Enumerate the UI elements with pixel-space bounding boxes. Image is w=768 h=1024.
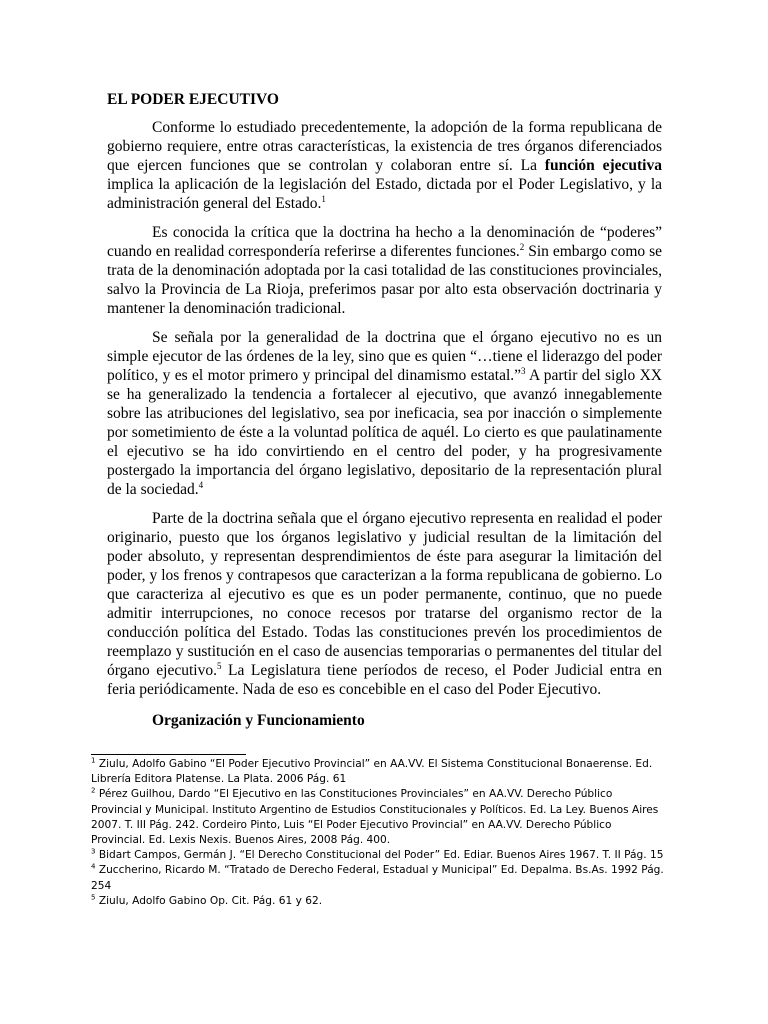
text-segment: La Legislatura tiene períodos de receso, el Poder Judicial entra en feria periódicamente. Nada de eso es concebible en el caso del Poder Ejecutivo. bbox=[107, 662, 662, 698]
paragraph bbox=[107, 223, 662, 318]
document-title: EL PODER EJECUTIVO bbox=[107, 91, 279, 108]
footnote-ref: 1 bbox=[321, 193, 326, 204]
footnote-ref: 3 bbox=[521, 365, 526, 376]
paragraph bbox=[107, 118, 662, 213]
footnote-number: 5 bbox=[91, 893, 96, 902]
body-text bbox=[107, 118, 662, 699]
footnote bbox=[91, 757, 666, 787]
text-segment: implica la aplicación de la legislación del Estado, dictada por el Poder Legislativo, y la administración general del Estado. bbox=[107, 176, 662, 212]
footnote-separator bbox=[91, 754, 246, 755]
paragraph bbox=[107, 328, 662, 499]
footnote-number: 2 bbox=[91, 786, 96, 795]
text-segment: Es conocida la crítica que la doctrina ha hecho a la denominación de “poderes” cuando en realidad correspondería referirse a diferentes funciones. bbox=[107, 224, 662, 260]
paragraph bbox=[107, 509, 662, 699]
footnote-number: 4 bbox=[91, 862, 96, 871]
footnote-text: Zuccherino, Ricardo M. “Tratado de Derecho Federal, Estadual y Municipal” Ed. Depalma. Bs.As. 1992 Pág. 254 bbox=[91, 864, 664, 892]
footnote bbox=[91, 863, 666, 893]
bold-term: función ejecutiva bbox=[544, 157, 662, 174]
footnote bbox=[91, 848, 666, 863]
footnote bbox=[91, 787, 666, 848]
footnotes bbox=[91, 757, 666, 909]
footnote-text: Bidart Campos, Germán J. “El Derecho Constitucional del Poder” Ed. Ediar. Buenos Aires 1967. T. II Pág. 15 bbox=[95, 849, 664, 862]
text-segment: Sin embargo como se trata de la denominación adoptada por la casi totalidad de las constituciones provinciales, salvo la Provincia de La Rioja, preferimos pasar por alto esta observación doctrinaria y mantener la denominación tradicional. bbox=[107, 243, 662, 317]
footnote-ref: 5 bbox=[216, 660, 222, 671]
text-segment: Se señala por la generalidad de la doctrina que el órgano ejecutivo no es un simple ejecutor de las órdenes de la ley, sino que es quien “…tiene el liderazgo del poder político, y es el motor primero y principal del dinamismo estatal.” bbox=[107, 329, 662, 384]
footnote-text: Ziulu, Adolfo Gabino “El Poder Ejecutivo Provincial” en AA.VV. El Sistema Constitucional Bonaerense. Ed. Librería Editora Platense. La Plata. 2006 Pág. 61 bbox=[91, 758, 653, 786]
section-subtitle: Organización y Funcionamiento bbox=[152, 712, 365, 729]
footnote bbox=[91, 894, 666, 909]
text-segment: Parte de la doctrina señala que el órgano ejecutivo representa en realidad el poder originario, puesto que los órganos legislativo y judicial resultan de la limitación del poder absoluto, y representan desprendimientos de éste para asegurar la limitación del poder, y los frenos y contrapesos que caracterizan a la forma republicana de gobierno. Lo que caracteriza al ejecutivo es que es un poder permanente, continuo, que no puede admitir interrupciones, no conoce recesos por tratarse del organismo rector de la conducción política del Estado. Todas las constituciones prevén los procedimientos de reemplazo y sustitución en el caso de ausencias temporarias o permanentes del titular del órgano ejecutivo. bbox=[107, 510, 662, 679]
footnote-text: Ziulu, Adolfo Gabino Op. Cit. Pág. 61 y 62. bbox=[95, 894, 323, 907]
footnote-text: Pérez Guilhou, Dardo “El Ejecutivo en las Constituciones Provinciales” en AA.VV. Derecho Público Provincial y Municipal. Instituto Argentino de Estudios Constitucionales y Políticos. Ed. La Ley. Buenos Aires 2007. T. III Pág. 242. Cordeiro Pinto, Luis “El Poder Ejecutivo Provincial” en AA.VV. Derecho Público Provincial. Ed. Lexis Nexis. Buenos Aires, 2008 Pág. 400. bbox=[91, 788, 659, 847]
footnote-ref: 2 bbox=[519, 241, 525, 252]
footnote-ref: 4 bbox=[198, 479, 204, 490]
footnote-number: 1 bbox=[91, 756, 96, 765]
footnote-number: 3 bbox=[91, 847, 96, 856]
text-segment: A partir del siglo XX se ha generalizado la tendencia a fortalecer al ejecutivo, que avanzó innegablemente sobre las atribuciones del legislativo, sea por ineficacia, sea por inacción o simplemente por sometimiento de éste a la voluntad política de aquél. Lo cierto es que paulatinamente el ejecutivo se ha ido convirtiendo en el centro del poder, y ha progresivamente postergado la importancia del órgano legislativo, depositario de la representación plural de la sociedad. bbox=[107, 367, 662, 498]
text-segment: Conforme lo estudiado precedentemente, la adopción de la forma republicana de gobierno requiere, entre otras características, la existencia de tres órganos diferenciados que ejercen funciones que se controlan y colaboran entre sí. La bbox=[107, 119, 662, 174]
